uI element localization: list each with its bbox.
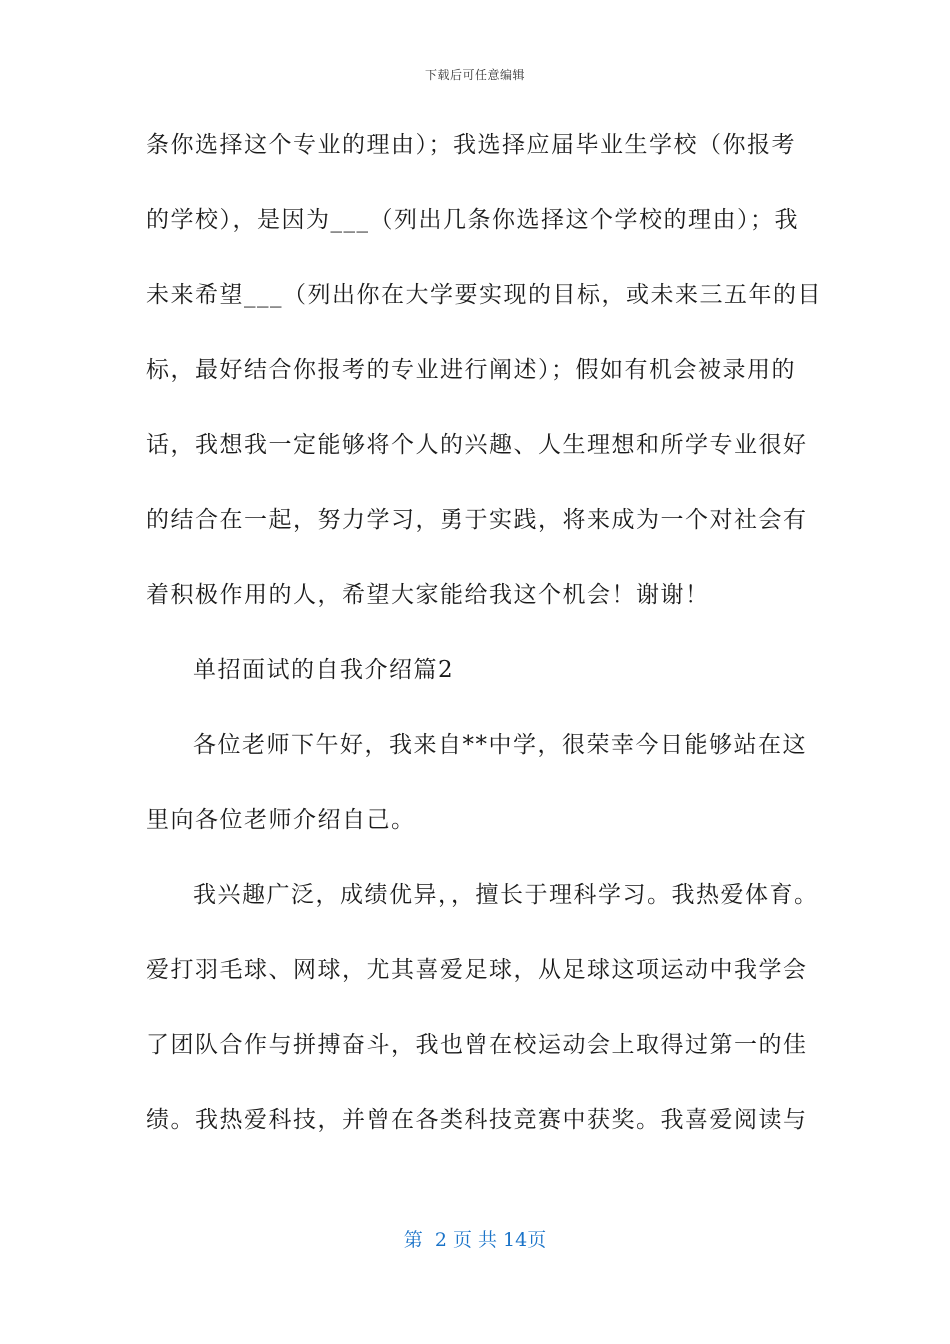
- page-number: 第 2 页 共 14页: [403, 1229, 547, 1251]
- text-line: 条你选择这个专业的理由）；我选择应届毕业生学校（你报考: [146, 132, 796, 158]
- section-heading: 单招面试的自我介绍篇2: [193, 657, 455, 683]
- text-line: 标，最好结合你报考的专业进行阐述）；假如有机会被录用的: [146, 357, 796, 383]
- text-line: 着积极作用的人，希望大家能给我这个机会！谢谢！: [146, 582, 710, 608]
- text-line: 我兴趣广泛，成绩优异，，擅长于理科学习。我热爱体育。: [193, 882, 819, 908]
- text-line: 话，我想我一定能够将个人的兴趣、人生理想和所学专业很好: [146, 432, 808, 458]
- text-line: 的结合在一起，努力学习，勇于实践，将来成为一个对社会有: [146, 507, 808, 533]
- text-line: 爱打羽毛球、网球，尤其喜爱足球，从足球这项运动中我学会: [146, 957, 808, 983]
- text-line: 的学校），是因为___（列出几条你选择这个学校的理由）；我: [146, 207, 799, 233]
- text-line: 里向各位老师介绍自己。: [146, 807, 416, 833]
- page-header: 下载后可任意编辑: [424, 68, 525, 82]
- text-line: 了团队合作与拼搏奋斗，我也曾在校运动会上取得过第一的佳: [146, 1032, 808, 1058]
- text-line: 未来希望___（列出你在大学要实现的目标，或未来三五年的目: [146, 282, 822, 308]
- text-line: 绩。我热爱科技，并曾在各类科技竞赛中获奖。我喜爱阅读与: [146, 1107, 808, 1133]
- text-line: 各位老师下午好，我来自**中学，很荣幸今日能够站在这: [193, 732, 807, 758]
